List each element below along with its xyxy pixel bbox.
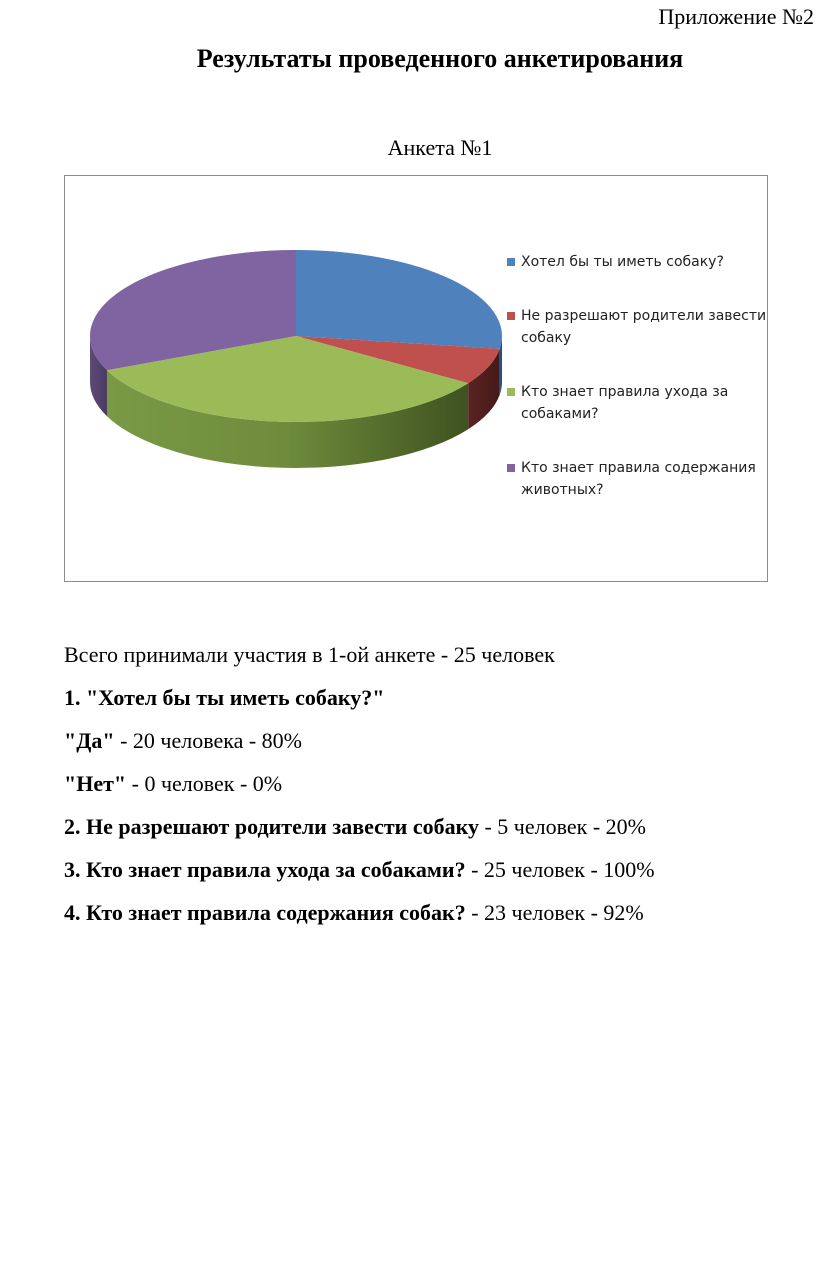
answer-no-label: "Нет" [64,771,127,796]
question-3-value: - 25 человек - 100% [465,857,655,882]
legend-label: Хотел бы ты иметь собаку? [521,254,724,270]
answer-no [64,767,804,810]
total-participants: Всего принимали участия в 1-ой анкете - 25 человек [64,642,555,667]
chart-legend [507,251,767,501]
answer-yes [64,724,804,767]
legend-label: Кто знает правила содержания животных? [521,460,756,498]
legend-item [507,251,767,273]
legend-item [507,305,767,349]
legend-label: Кто знает правила ухода за собаками? [521,384,729,422]
answer-no-value: - 0 человек - 0% [126,771,283,796]
answer-yes-value: - 20 человека - 80% [114,728,303,753]
question-2-value: - 5 человек - 20% [478,814,646,839]
legend-swatch [507,258,515,266]
question-3-label: 3. Кто знает правила ухода за собаками? [64,857,466,882]
document-title: Результаты проведенного анкетирования [196,44,684,73]
survey-title: Анкета №1 [387,135,493,160]
legend-label: Не разрешают родители завести собаку [521,308,767,346]
legend-swatch [507,312,515,320]
appendix-label: Приложение №2 [658,4,814,29]
question-4 [64,896,804,939]
question-3 [64,853,804,896]
legend-item [507,457,767,501]
legend-swatch [507,388,515,396]
pie-chart [64,175,768,582]
pie-slice [296,250,502,349]
results-text [64,638,804,939]
answer-yes-label: "Да" [64,728,115,753]
question-1: 1. "Хотел бы ты иметь собаку?" [64,685,385,710]
legend-swatch [507,464,515,472]
question-4-label: 4. Кто знает правила содержания собак? [64,900,466,925]
question-2 [64,810,804,853]
question-2-label: 2. Не разрешают родители завести собаку [64,814,479,839]
question-4-value: - 23 человек - 92% [465,900,644,925]
legend-item [507,381,767,425]
